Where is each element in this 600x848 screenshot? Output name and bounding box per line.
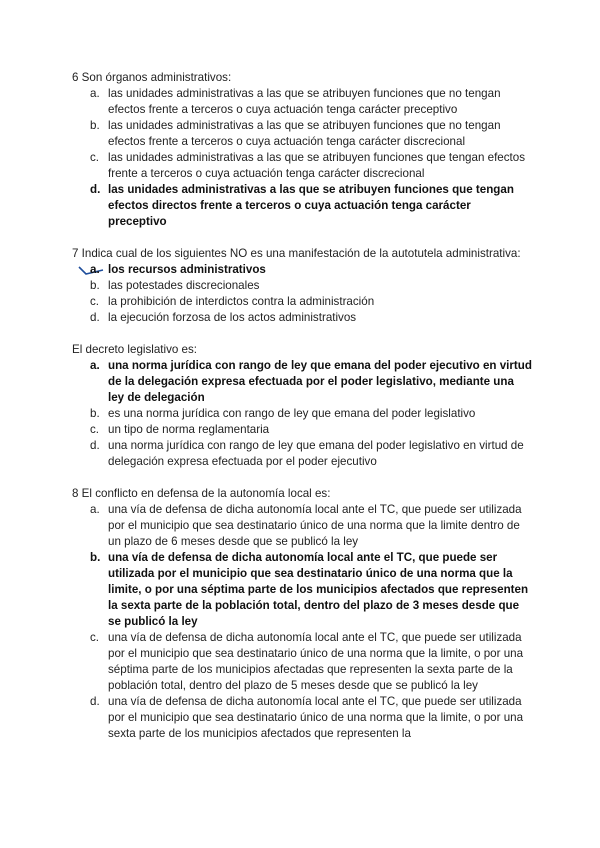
option-label: c.: [90, 631, 100, 644]
option-b: [72, 406, 532, 422]
question-text: 8 El conflicto en defensa de la autonomía local es:: [72, 487, 331, 500]
option-a: [72, 86, 532, 118]
option-text: la prohibición de interdictos contra la administración: [108, 295, 375, 308]
option-label: d.: [90, 311, 100, 324]
option-text: una vía de defensa de dicha autonomía local ante el TC, que puede ser utilizada por el municipio que sea destinatario único de una norma que la limite, o por una séptima parte de los municipios afectados que representen la sexta parte de la población total, dentro del plazo de 3 meses desde que se publicó la ley: [108, 551, 529, 628]
options-list: [72, 502, 532, 742]
option-text: un tipo de norma reglamentaria: [108, 423, 270, 436]
question-decreto: [72, 342, 532, 470]
option-label: b.: [90, 551, 101, 564]
option-text: una vía de defensa de dicha autonomía local ante el TC, que puede ser utilizada por el municipio que sea destinatario único de una norma que la limite dentro de un plazo de 6 meses desde que se publicó la ley: [108, 503, 522, 548]
option-label: a.: [90, 263, 100, 276]
question-text: 7 Indica cual de los siguientes NO es una manifestación de la autotutela administrativa:: [72, 247, 521, 260]
option-label: b.: [90, 407, 100, 420]
option-label: c.: [90, 423, 100, 436]
option-d: [72, 438, 532, 470]
option-text: una vía de defensa de dicha autonomía local ante el TC, que puede ser utilizada por el municipio que sea destinatario único de una norma que la limite, o por una sexta parte de los municipios afectados que representen la: [108, 695, 524, 740]
option-d: [72, 694, 532, 742]
option-c: [72, 294, 532, 310]
question-text: El decreto legislativo es:: [72, 343, 198, 356]
option-a: [72, 502, 532, 550]
option-text: las unidades administrativas a las que se atribuyen funciones que no tengan efectos frente a terceros o cuya actuación tenga carácter discrecional: [108, 119, 501, 148]
option-b: [72, 278, 532, 294]
document-page: [72, 70, 532, 758]
question-8: [72, 486, 532, 742]
question-7: [72, 246, 532, 326]
option-text: las unidades administrativas a las que se atribuyen funciones que tengan efectos directos frente a terceros o cuya actuación tenga carácter preceptivo: [108, 183, 514, 228]
option-label: d.: [90, 695, 100, 708]
option-text: es una norma jurídica con rango de ley que emana del poder legislativo: [108, 407, 476, 420]
option-c: [72, 150, 532, 182]
option-label: a.: [90, 503, 100, 516]
option-label: c.: [90, 151, 100, 164]
option-c: [72, 422, 532, 438]
option-label: b.: [90, 119, 100, 132]
option-text: las potestades discrecionales: [108, 279, 260, 292]
options-list: [72, 358, 532, 470]
option-b-correct: [72, 550, 532, 630]
option-label: d.: [90, 439, 100, 452]
option-text: los recursos administrativos: [108, 263, 266, 276]
option-d: [72, 310, 532, 326]
question-6: [72, 70, 532, 230]
option-label: a.: [90, 87, 100, 100]
option-text: las unidades administrativas a las que se atribuyen funciones que tengan efectos frente a terceros o cuya actuación tenga carácter discrecional: [108, 151, 525, 180]
option-text: una vía de defensa de dicha autonomía local ante el TC, que puede ser utilizada por el municipio que sea destinatario único de una norma que la limite, o por una séptima parte de los municipios afectadas que representen la sexta parte de la población total, dentro del plazo de 5 meses desde que se publicó la ley: [108, 631, 524, 692]
option-label: c.: [90, 295, 100, 308]
option-label: b.: [90, 279, 100, 292]
option-label: a.: [90, 359, 100, 372]
option-c: [72, 630, 532, 694]
question-text: 6 Son órganos administrativos:: [72, 71, 232, 84]
option-a-correct: [72, 262, 532, 278]
option-d-correct: [72, 182, 532, 230]
options-list: [72, 262, 532, 326]
option-a-correct: [72, 358, 532, 406]
option-text: las unidades administrativas a las que se atribuyen funciones que no tengan efectos frente a terceros o cuya actuación tenga carácter preceptivo: [108, 87, 501, 116]
option-text: una norma jurídica con rango de ley que emana del poder legislativo en virtud de delegación expresa efectuada por el poder ejecutivo: [108, 439, 524, 468]
option-text: la ejecución forzosa de los actos administrativos: [108, 311, 357, 324]
option-text: una norma jurídica con rango de ley que emana del poder ejecutivo en virtud de la delegación expresa efectuada por el poder legislativo, mediante una ley de delegación: [108, 359, 532, 404]
option-label: d.: [90, 183, 101, 196]
option-b: [72, 118, 532, 150]
options-list: [72, 86, 532, 230]
